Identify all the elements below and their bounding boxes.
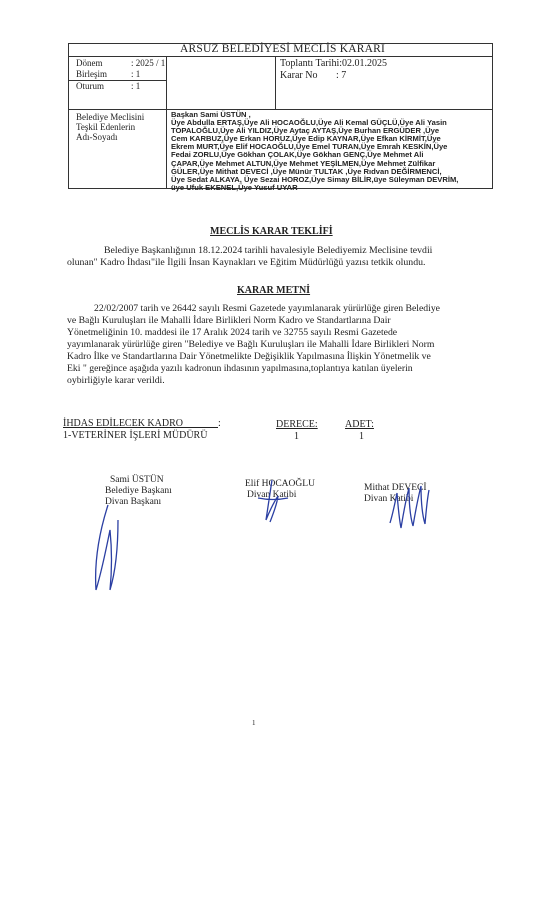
ihdas-colon: : (218, 418, 221, 429)
karar-line: yayımlanarak yürürlüğe giren "Belediye ve Bağlı Kuruluşları ile Mahalli İdare Birlikleri Norm (67, 339, 435, 350)
member-line: ÇAPAR,Üye Mehmet ALTUN,Üye Mehmet YEŞİLMEN,Üye Mehmet Zülfikar (171, 158, 436, 168)
donem-label: Dönem (76, 58, 103, 68)
karar-heading: KARAR METNİ (237, 285, 311, 296)
members-list (171, 111, 489, 192)
handwritten-signature-1 (88, 490, 138, 600)
page-number: 1 (252, 719, 256, 727)
ihdas-row-adet: 1 (359, 431, 364, 442)
document-title: ARSUZ BELEDİYESİ MECLİS KARARI (180, 43, 386, 55)
teklif-line-1: Belediye Başkanlığının 18.12.2024 tarihli havalesiyle Belediyemiz Meclisine tevdii (104, 245, 433, 256)
member-line: Ekrem MURT,Üye Elif HOCAOĞLU,Üye Emel TURAN,Üye Emrah KESKİN,Üye (171, 142, 448, 152)
karar-line: Kadro İlke ve Standartlarına Dair Yönetmelikte Değişiklik Yapılmasına İlişkin Yönetmelik ve (67, 351, 431, 362)
signature-title: Belediye Başkanı (105, 486, 172, 496)
oturum-value: : 1 (131, 81, 141, 91)
karar-line: Yönetmeliğinin 10. maddesi ile 17 Aralık 2024 tarih ve 32755 sayılı Resmi Gazetede (67, 327, 398, 338)
ihdas-header-adet: ADET: (345, 419, 374, 430)
karar-line: 22/02/2007 tarih ve 26442 sayılı Resmi Gazetede yayımlanarak yürürlüğe giren Belediye (94, 303, 440, 314)
member-line: üye Ufuk EKENEL,Üye Yusuf UYAR (171, 182, 298, 192)
members-label-1: Belediye Meclisini (76, 112, 145, 122)
signature-title: Divan Başkanı (105, 497, 162, 507)
member-line: Üye Sedat ALKAYA, Üye Sezai HOROZ,Üye Simay BİLİR,üye Süleyman DEVRİM, (171, 174, 459, 184)
member-line: Üye Abdulla ERTAŞ,Üye Ali HOCAOĞLU,Üye Ali Kemal GÜÇLÜ,Üye Ali Yasin (171, 118, 447, 128)
handwritten-signature-2 (250, 478, 300, 528)
member-line: Başkan Sami ÜSTÜN , (171, 110, 251, 119)
teklif-heading: MECLİS KARAR TEKLİFİ (210, 226, 333, 237)
birlesim-value: : 1 (131, 69, 141, 79)
signature-name: Elif HOCAOĞLU (245, 479, 315, 489)
oturum-label: Oturum (76, 81, 104, 91)
member-line: GÜLER,Üye Mithat DEVECİ ,Üye Münür TULTAK ,Üye Rıdvan DEĞİRMENCİ, (171, 166, 442, 176)
toplanti-tarihi: Toplantı Tarihi:02.01.2025 (280, 58, 388, 69)
karar-paragraph (67, 303, 492, 387)
teklif-line-2: olunan" Kadro İhdası"ile İlgili İnsan Kaynakları ve Eğitim Müdürlüğü yazısı tetkik olundu. (67, 257, 426, 268)
members-label-3: Adı-Soyadı (76, 132, 118, 142)
karar-line: oybirliğiyle karar verildi. (67, 375, 165, 386)
signature-name: Sami ÜSTÜN (110, 475, 164, 485)
members-label-2: Teşkil Edenlerin (76, 122, 136, 132)
ihdas-kadro-label: İHDAS EDİLECEK KADRO (63, 418, 183, 429)
karar-line: ve Bağlı Kuruluşları ile Mahalli İdare Birlikleri Norm Kadro ve Standartlarına Dair (67, 315, 391, 326)
ihdas-row-kadro: 1-VETERİNER İŞLERİ MÜDÜRÜ (63, 430, 208, 441)
ihdas-header-kadro (63, 418, 221, 429)
birlesim-label: Birleşim (76, 69, 107, 79)
donem-value: : 2025 / 1 (131, 58, 166, 68)
karar-line: Eki " gereğince aşağıda yazılı kadronun ihdasının yapılmasına,toplantıya katılan üyelerin (67, 363, 413, 374)
signature-name: Mithat DEVECİ (364, 483, 427, 493)
signature-title: Divan Katibi (364, 494, 414, 504)
member-line: Cem KARBUZ,Üye Erkan HORUZ,Üye Edip KAYNAR,Üye Efkan KİRMİT,Üye (171, 134, 441, 144)
karar-no-label: Karar No (280, 70, 318, 81)
ihdas-row-derece: 1 (294, 431, 299, 442)
member-line: TOPALOĞLU,Üye Ali YILDIZ,Üye Aytaç AYTAŞ,Üye Burhan ERGÜDER ,Üye (171, 126, 440, 136)
member-line: Fedai ZORLU,Üye Gökhan ÇOLAK,Üye Gökhan GENÇ,Üye Mehmet Ali (171, 150, 424, 160)
ihdas-underline-fill (183, 418, 218, 429)
handwritten-signature-3 (385, 478, 435, 533)
ihdas-header-derece: DERECE: (276, 419, 318, 430)
karar-no-value: : 7 (336, 70, 347, 81)
signature-title: Divan Katibi (247, 490, 297, 500)
